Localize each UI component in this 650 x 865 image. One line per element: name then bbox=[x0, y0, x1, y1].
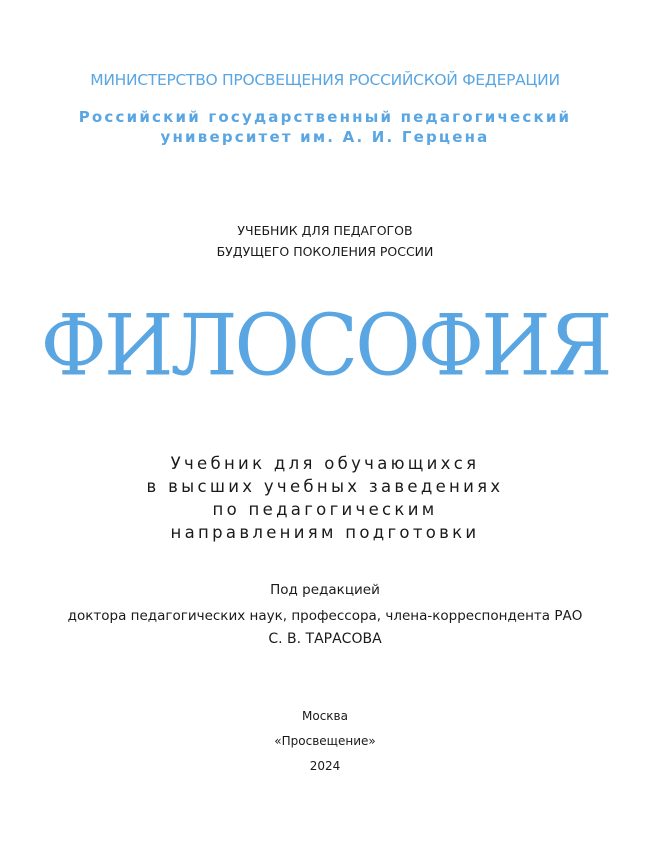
university-line-2: университет им. А. И. Герцена bbox=[160, 128, 490, 146]
description-line: направлениям подготовки bbox=[170, 523, 480, 542]
university-name bbox=[0, 107, 650, 147]
ministry-name: МИНИСТЕРСТВО ПРОСВЕЩЕНИЯ РОССИЙСКОЙ ФЕДЕРАЦИИ bbox=[90, 71, 560, 89]
imprint-year: 2024 bbox=[309, 759, 341, 773]
book-description bbox=[0, 452, 650, 544]
editor-name: С. В. ТАРАСОВА bbox=[268, 631, 382, 647]
book-title: ФИЛОСОФИЯ bbox=[40, 296, 610, 395]
description-line: в высших учебных заведениях bbox=[146, 477, 504, 496]
series-line-1: УЧЕБНИК ДЛЯ ПЕДАГОГОВ bbox=[237, 223, 413, 238]
series-label bbox=[0, 220, 650, 262]
series-line-2: БУДУЩЕГО ПОКОЛЕНИЯ РОССИИ bbox=[216, 244, 434, 259]
editor-credentials: доктора педагогических наук, профессора, члена-корреспондента РАО bbox=[67, 608, 583, 624]
editor-label: Под редакцией bbox=[270, 582, 380, 598]
imprint-city: Москва bbox=[302, 709, 348, 723]
description-line: по педагогическим bbox=[212, 500, 438, 519]
description-line: Учебник для обучающихся bbox=[170, 454, 480, 473]
university-line-1: Российский государственный педагогический bbox=[78, 108, 572, 126]
imprint-publisher: «Просвещение» bbox=[274, 734, 376, 748]
